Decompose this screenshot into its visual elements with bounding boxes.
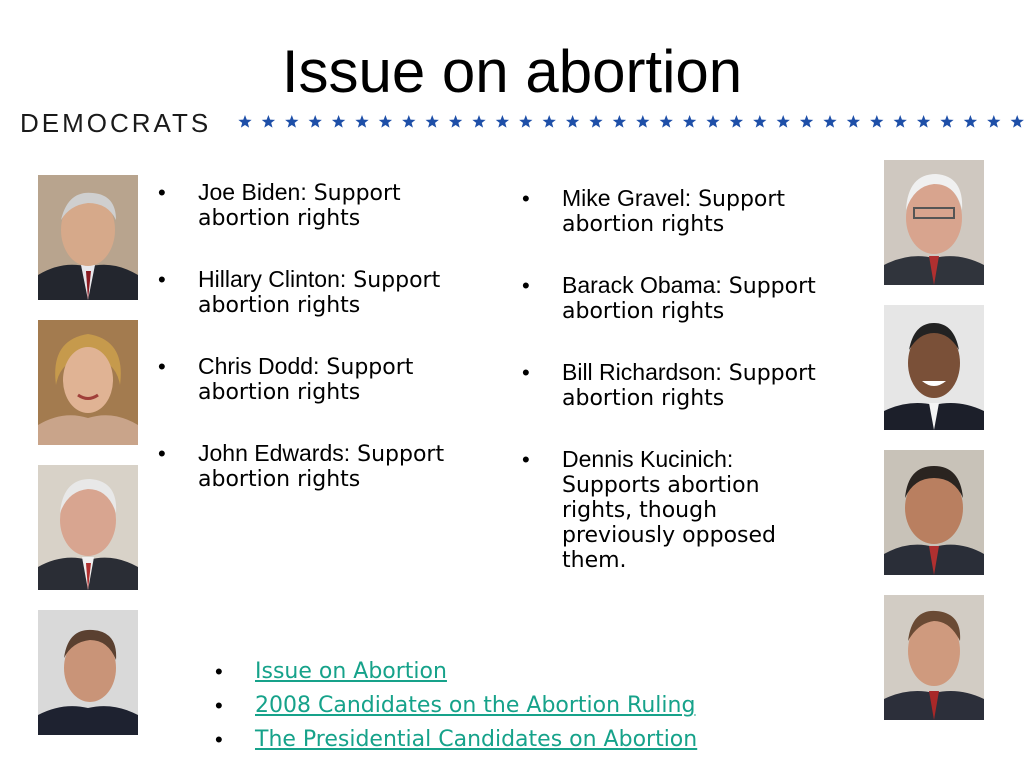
candidate-position: Support abortion rights <box>198 268 441 318</box>
list-item <box>158 354 458 405</box>
candidate-name: Dennis Kucinich <box>562 446 727 472</box>
slide-title: Issue on abortion <box>281 38 743 105</box>
candidate-position: Support abortion rights <box>198 355 414 405</box>
star-icon <box>1011 115 1024 128</box>
name-separator: : <box>300 179 307 205</box>
star-icon <box>730 115 743 128</box>
star-icon <box>636 115 649 128</box>
candidate-name: Joe Biden <box>198 179 301 205</box>
star-icon <box>847 115 860 128</box>
star-icon <box>777 115 790 128</box>
candidate-name: Chris Dodd <box>198 353 314 379</box>
photo-bill-richardson <box>884 450 984 575</box>
candidate-position: Support abortion rights <box>562 187 786 237</box>
star-icon <box>964 115 977 128</box>
candidate-name: Mike Gravel <box>562 185 685 211</box>
candidate-position: Support abortion rights <box>562 274 816 324</box>
star-icon <box>589 115 602 128</box>
banner-text: DEMOCRATS <box>20 108 212 138</box>
star-icon <box>238 115 251 128</box>
star-icon <box>426 115 439 128</box>
photo-joe-biden <box>38 175 138 300</box>
list-item <box>215 723 697 757</box>
candidate-name: John Edwards <box>198 440 344 466</box>
candidate-name: Barack Obama <box>562 272 716 298</box>
photo-dennis-kucinich <box>884 595 984 720</box>
star-icon <box>402 115 415 128</box>
reference-links <box>215 655 697 757</box>
name-separator: : <box>715 359 722 385</box>
star-icon <box>566 115 579 128</box>
name-separator: : <box>343 440 351 466</box>
star-icon <box>496 115 509 128</box>
candidate-position: Support abortion rights <box>198 181 401 231</box>
star-icon <box>987 115 1000 128</box>
star-row <box>235 108 1024 138</box>
star-icon <box>449 115 462 128</box>
star-icon <box>355 115 368 128</box>
name-separator: : <box>339 266 347 292</box>
link-presidential-candidates[interactable]: The Presidential Candidates on Abortion <box>255 727 698 752</box>
list-item <box>158 267 458 318</box>
star-icon <box>870 115 883 128</box>
list-item <box>522 360 822 411</box>
star-icon <box>613 115 626 128</box>
star-icon <box>683 115 696 128</box>
candidate-position: Support abortion rights <box>198 442 445 492</box>
star-icon <box>332 115 345 128</box>
name-separator: : <box>715 272 722 298</box>
list-item <box>522 447 822 573</box>
star-icon <box>309 115 322 128</box>
list-item <box>215 689 697 723</box>
link-2008-candidates[interactable]: 2008 Candidates on the Abortion Ruling <box>255 693 696 718</box>
list-item <box>158 180 458 231</box>
photo-barack-obama <box>884 305 984 430</box>
star-icon <box>940 115 953 128</box>
photo-chris-dodd <box>38 465 138 590</box>
candidate-name: Hillary Clinton <box>198 266 340 292</box>
star-icon <box>894 115 907 128</box>
star-icon <box>823 115 836 128</box>
right-candidate-list <box>522 186 822 609</box>
star-icon <box>917 115 930 128</box>
star-icon <box>472 115 485 128</box>
name-separator: : <box>726 446 734 472</box>
candidate-name: Bill Richardson <box>562 359 716 385</box>
star-icon <box>379 115 392 128</box>
photo-hillary-clinton <box>38 320 138 445</box>
candidate-position: Supports abortion rights, though previously opposed them. <box>562 473 776 573</box>
link-issue-on-abortion[interactable]: Issue on Abortion <box>255 659 447 684</box>
list-item <box>522 186 822 237</box>
photo-mike-gravel <box>884 160 984 285</box>
candidate-position: Support abortion rights <box>562 361 816 411</box>
photo-john-edwards <box>38 610 138 735</box>
star-icon <box>753 115 766 128</box>
star-icon <box>660 115 673 128</box>
list-item <box>215 655 697 689</box>
name-separator: : <box>313 353 320 379</box>
star-icon <box>285 115 298 128</box>
list-item <box>522 273 822 324</box>
star-icon <box>543 115 556 128</box>
star-icon <box>706 115 719 128</box>
left-candidate-list <box>158 180 458 528</box>
star-icon <box>262 115 275 128</box>
name-separator: : <box>684 185 692 211</box>
list-item <box>158 441 458 492</box>
star-icon <box>800 115 813 128</box>
star-icon <box>519 115 532 128</box>
